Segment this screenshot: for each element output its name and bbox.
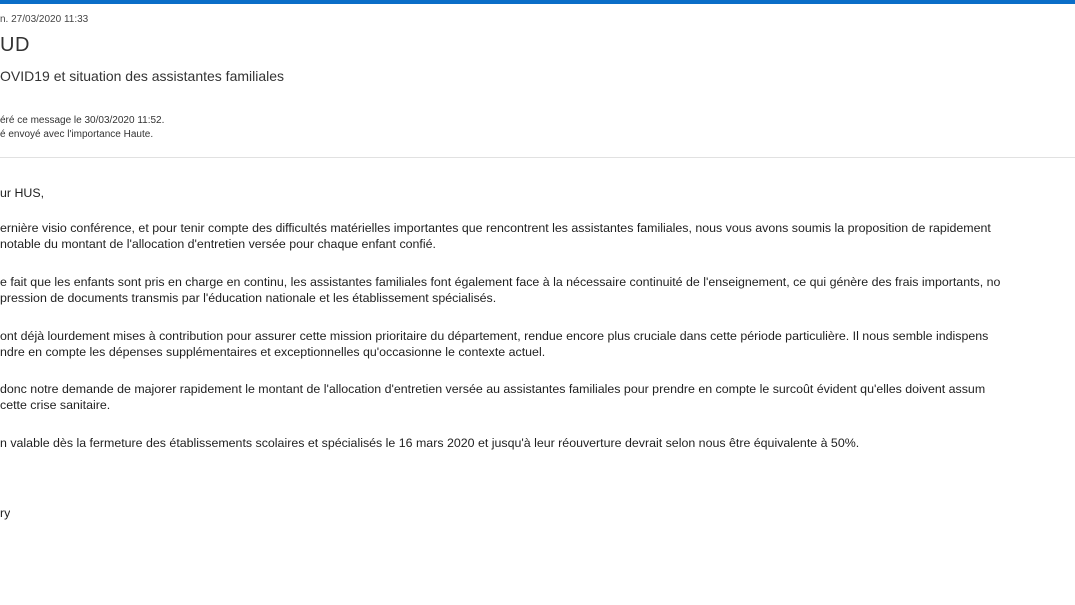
paragraph-line: ndre en compte les dépenses supplémentaires et exceptionnelles qu'occasionne le contexte actuel. xyxy=(0,345,546,359)
signature-line: ry xyxy=(0,506,11,520)
top-accent-bar xyxy=(0,0,1075,4)
paragraph-line: n valable dès la fermeture des établissements scolaires et spécialisés le 16 mars 2020 et jusqu'à leur réouverture devrait selon nous être équivalente à 50%. xyxy=(0,436,860,450)
signature xyxy=(0,505,10,521)
paragraph-4 xyxy=(0,381,985,413)
message-subject: OVID19 et situation des assistantes familiales xyxy=(0,68,285,84)
importance-info: é envoyé avec l'importance Haute. xyxy=(0,129,154,140)
paragraph-5 xyxy=(0,435,859,451)
paragraph-line: ernière visio conférence, et pour tenir compte des difficultés matérielles importantes que rencontrent les assistantes familiales, nous vous avons soumis la proposition de rapidement xyxy=(0,221,991,235)
sender-name[interactable]: UD xyxy=(0,34,30,56)
paragraph-line: e fait que les enfants sont pris en charge en continu, les assistantes familiales font également face à la nécessaire continuité de l'enseignement, ce qui génère des frais importants, no xyxy=(0,275,1001,289)
paragraph-line: donc notre demande de majorer rapidement le montant de l'allocation d'entretien versée au assistantes familiales pour prendre en compte le surcoût évident qu'elles doivent assum xyxy=(0,382,986,396)
greeting xyxy=(0,185,44,201)
paragraph-line: notable du montant de l'allocation d'entretien versée pour chaque enfant confié. xyxy=(0,237,436,251)
greeting-line: ur HUS, xyxy=(0,186,45,200)
paragraph-line: ont déjà lourdement mises à contribution pour assurer cette mission prioritaire du département, rendue encore plus cruciale dans cette période particulière. Il nous semble indispens xyxy=(0,329,989,343)
message-date: n. 27/03/2020 11:33 xyxy=(0,14,89,25)
paragraph-2 xyxy=(0,274,1000,306)
header-divider xyxy=(0,157,1075,158)
paragraph-1 xyxy=(0,220,991,252)
paragraph-line: cette crise sanitaire. xyxy=(0,398,111,412)
message-info-bar xyxy=(0,114,164,142)
paragraph-3 xyxy=(0,328,988,360)
reply-info: éré ce message le 30/03/2020 11:52. xyxy=(0,115,165,126)
paragraph-line: pression de documents transmis par l'éducation nationale et les établissement spécialisés. xyxy=(0,291,497,305)
